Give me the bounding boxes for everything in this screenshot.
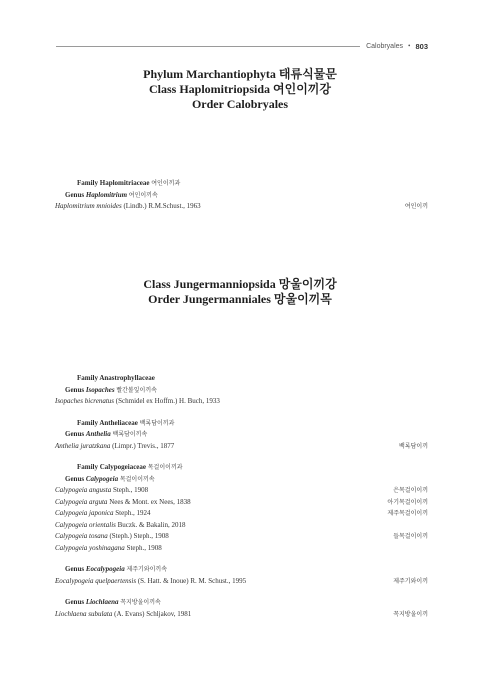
species-korean: 아기목걸이이끼 [387,498,428,506]
species-row [0,520,480,532]
species-korean: 제주목걸이이끼 [387,510,428,517]
species-author: (Steph.) Steph., 1908 [107,532,169,540]
species-korean: 은목걸이이끼 [393,487,428,494]
class-title-2: Class Jungermanniopsida 망울이끼강 [143,277,337,291]
species-name: Calypogeia orientalis [55,520,116,529]
genus-korean: 빨간볼잎이끼속 [116,386,157,394]
genus-korean: 제주기와이끼속 [126,566,168,573]
species-author: Steph., 1908 [124,543,162,552]
species-name: Isopaches bicrenatus [55,397,115,405]
genus-heading: Genus Isopaches 빨간볼잎이끼속 [65,385,157,394]
genus-heading: Genus Liochlaena 꼭지방울이끼속 [65,598,161,606]
species-row [0,441,480,453]
species-name: Haplomitrium mnioides [55,202,122,210]
family-korean: 여인이끼과 [151,180,181,187]
genus-heading: Genus Anthelia 백록담이끼속 [65,430,148,438]
species-name: Calypogeia yoshinagana [55,543,125,552]
species-row [0,508,480,520]
genus-name: Calypogeia [85,474,119,483]
species-row [0,485,480,497]
class-title: Class Haplomitriopsida 여인이끼강 [149,82,331,96]
species-name: Calypogeia japonica [55,509,114,517]
species-row [0,576,480,588]
species-author: Buczk. & Bakalin, 2018 [115,520,186,529]
species-name: Eocalypogeia quelpaertensis [55,576,137,585]
species-author: Steph., 1908 [111,486,149,494]
species-row [0,531,480,543]
phylum-title: Phylum Marchantiophyta 태류식물문 [143,67,337,81]
genus-name: Anthelia [85,430,111,438]
section2-title [0,277,480,307]
genus-korean: 백록담이끼속 [112,431,148,438]
family-heading: Family Anastrophyllaceae [77,374,155,382]
species-name: Calypogeia angusta [55,486,112,494]
genus-korean: 꼭지방울이끼속 [120,599,161,606]
species-row [0,609,480,621]
running-header [56,40,428,52]
genus-heading: Genus Haplomitrium 여인이끼속 [65,190,158,199]
species-row [0,543,480,555]
section2-entries [0,373,480,620]
species-korean: 꼭지방울이끼 [393,610,428,618]
genus-heading: Genus Eocalypogeia 제주기와이끼속 [65,565,168,573]
genus-korean: 목걸이이끼속 [119,475,155,483]
header-rule [56,46,360,47]
family-korean: 백록담이끼과 [139,419,175,427]
section1-entries [0,178,480,213]
genus-name: Eocalypogeia [85,565,125,573]
genus-name: Isopaches [85,385,115,394]
species-korean: 제주기와이끼 [393,577,428,585]
species-author: Nees & Mont. ex Nees, 1838 [107,497,191,506]
species-korean: 여인이끼 [404,203,428,210]
genus-name: Haplomitrium [85,190,128,199]
order-title: Order Calobryales [191,97,289,111]
genus-heading: Genus Calypogeia 목걸이이끼속 [65,474,155,483]
species-korean: 들목걸이이끼 [393,533,428,540]
genus-korean: 여인이끼속 [128,191,158,199]
species-row [0,201,480,213]
running-title: Calobryales [366,42,404,50]
species-korean: 백록담이끼 [399,442,428,450]
species-row [0,396,480,408]
species-author: Steph., 1924 [113,509,151,517]
species-author: (Lindb.) R.M.Schust., 1963 [121,202,201,210]
genus-name: Liochlaena [85,598,119,606]
species-author: (Limpr.) Trevis., 1877 [110,441,175,450]
species-author: (Schmidel ex Hoffm.) H. Buch, 1933 [114,397,220,405]
header-separator: • [408,42,411,50]
section1-title [0,67,480,112]
family-heading: Family Haplomitriaceae 여인이끼과 [77,179,181,187]
family-heading: Family Antheliaceae 백록담이끼과 [77,418,175,427]
species-author: (A. Evans) Schljakov, 1981 [112,609,192,618]
order-title-2: Order Jungermanniales 망울이끼목 [148,292,332,306]
species-name: Anthelia juratzkana [55,441,111,450]
page-number: 803 [415,41,428,51]
species-name: Liochlaena subulata [55,609,113,618]
species-name: Calypogeia tosana [55,532,108,540]
species-name: Calypogeia arguta [55,497,108,506]
family-heading: Family Calypogeiaceae 목걸이이끼과 [77,463,183,471]
species-row [0,497,480,509]
family-korean: 목걸이이끼과 [147,464,183,471]
species-author: (S. Hatt. & Inoue) R. M. Schust., 1995 [136,576,247,585]
